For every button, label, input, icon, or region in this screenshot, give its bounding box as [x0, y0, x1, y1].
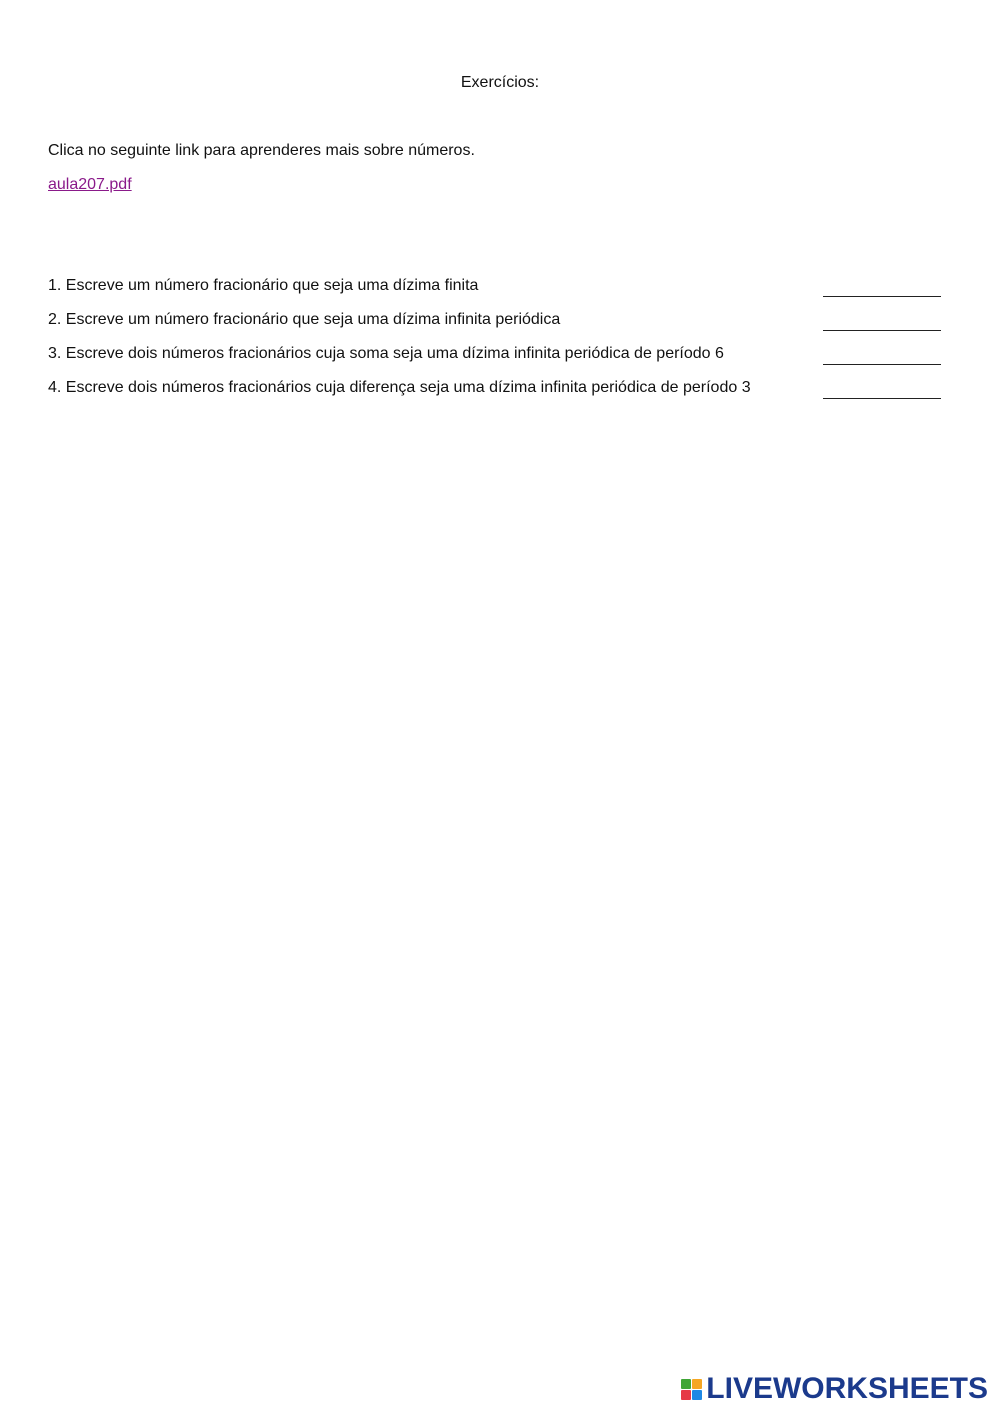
- intro-text: Clica no seguinte link para aprenderes mais sobre números.: [48, 142, 475, 159]
- answer-field[interactable]: [823, 310, 941, 331]
- logo-square: [681, 1379, 691, 1389]
- exercise-row: [48, 378, 941, 412]
- logo-square: [692, 1379, 702, 1389]
- logo-square: [681, 1390, 691, 1400]
- exercise-text: 3. Escreve dois números fracionários cuja soma seja uma dízima infinita periódica de período 6: [48, 345, 724, 362]
- exercise-text: 2. Escreve um número fracionário que seja uma dízima infinita periódica: [48, 311, 561, 328]
- exercise-text: 1. Escreve um número fracionário que seja uma dízima finita: [48, 277, 479, 294]
- logo-square: [692, 1390, 702, 1400]
- exercise-row: [48, 344, 941, 378]
- page-title: Exercícios:: [460, 74, 540, 91]
- exercise-row: [48, 310, 941, 344]
- answer-field[interactable]: [823, 378, 941, 399]
- exercise-text: 4. Escreve dois números fracionários cuja diferença seja uma dízima infinita periódica de período 3: [48, 379, 751, 396]
- exercise-row: [48, 276, 941, 310]
- answer-field[interactable]: [823, 344, 941, 365]
- answer-field[interactable]: [823, 276, 941, 297]
- liveworksheets-logo: [681, 1374, 988, 1404]
- exercise-list: [48, 276, 941, 412]
- logo-wordmark: LIVEWORKSHEETS: [706, 1372, 988, 1405]
- logo-mark-icon: [681, 1379, 702, 1400]
- pdf-link[interactable]: aula207.pdf: [48, 176, 132, 193]
